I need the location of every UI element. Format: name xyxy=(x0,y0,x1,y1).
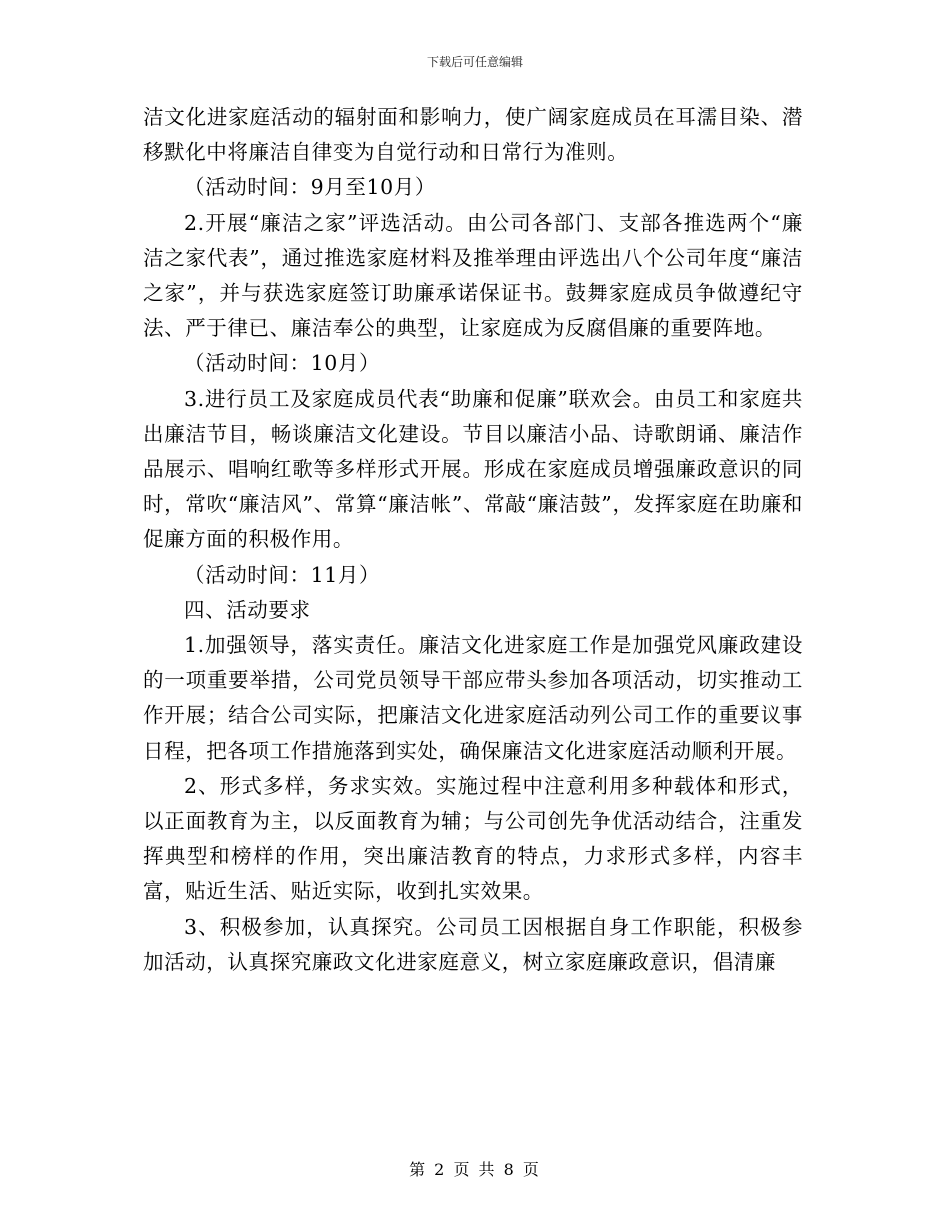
paragraph: 2.开展“廉洁之家”评选活动。由公司各部门、支部各推选两个“廉洁之家代表”，通过推选家庭材料及推举理由评选出八个公司年度“廉洁之家”，并与获选家庭签订助廉承诺保证书。鼓舞家庭成员争做遵纪守法、严于律已、廉洁奉公的典型，让家庭成为反腐倡廉的重要阵地。 xyxy=(143,210,803,341)
document-body xyxy=(143,100,803,980)
paragraph: 3、积极参加，认真探究。公司员工因根据自身工作职能，积极参加活动，认真探究廉政文化进家庭意义，树立家庭廉政意识，倡清廉 xyxy=(143,914,803,974)
page-number: 第 2 页 共 8 页 xyxy=(409,1160,541,1179)
header-note: 下载后可任意编辑 xyxy=(426,55,523,69)
section-heading: 四、活动要求 xyxy=(184,597,311,622)
paragraph: 1.加强领导，落实责任。廉洁文化进家庭工作是加强党风廉政建设的一项重要举措，公司党员领导干部应带头参加各项活动，切实推动工作开展；结合公司实际，把廉洁文化进家庭活动列公司工作的重要议事日程，把各项工作措施落到实处，确保廉洁文化进家庭活动顺利开展。 xyxy=(143,633,803,763)
paragraph: 洁文化进家庭活动的辐射面和影响力，使广阔家庭成员在耳濡目染、潜移默化中将廉洁自律变为自觉行动和日常行为准则。 xyxy=(143,105,803,165)
activity-time-note: （活动时间：11月） xyxy=(184,562,381,587)
activity-time-note: （活动时间：9月至10月） xyxy=(184,175,436,200)
activity-time-note: （活动时间：10月） xyxy=(184,351,381,376)
paragraph: 3.进行员工及家庭成员代表“助廉和促廉”联欢会。由员工和家庭共出廉洁节目，畅谈廉洁文化建设。节目以廉洁小品、诗歌朗诵、廉洁作品展示、唱响红歌等多样形式开展。形成在家庭成员增强廉政意识的同时，常吹“廉洁风”、常算“廉洁帐”、常敲“廉洁鼓”，发挥家庭在助廉和促廉方面的积极作用。 xyxy=(143,386,803,552)
paragraph: 2、形式多样，务求实效。实施过程中注意利用多种载体和形式，以正面教育为主，以反面教育为辅；与公司创先争优活动结合，注重发挥典型和榜样的作用，突出廉洁教育的特点，力求形式多样，内容丰富，贴近生活、贴近实际，收到扎实效果。 xyxy=(143,773,803,904)
